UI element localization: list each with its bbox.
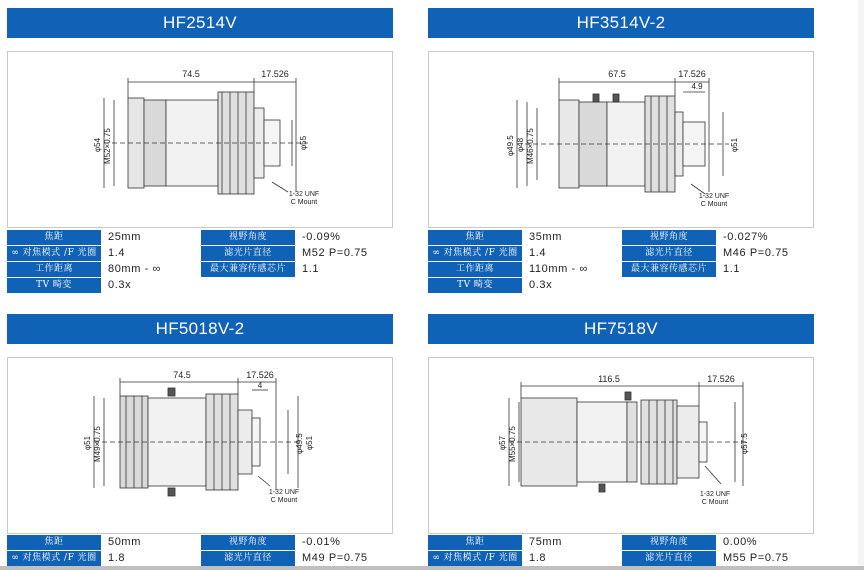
dim-diameter: φ54 [93,137,102,152]
dim-diameter: φ51 [83,435,92,450]
spec-value: 80mm - ∞ [108,263,161,275]
spec-table [7,230,397,294]
spec-value: 1.4 [529,247,547,259]
lens-title: HF2514V [7,8,393,38]
dim-length: 67.5 [608,69,626,79]
dim-thread: M55×0.75 [508,426,517,462]
spec-key: ∞ 对焦模式 /F 光圈 [7,246,101,262]
spec-value: 35mm [529,231,562,244]
spec-key: 工作距离 [428,262,522,278]
spec-value: 1.8 [108,552,126,564]
spec-empty [201,278,295,294]
dim-mount: 17.526 [246,370,274,380]
dim-length: 116.5 [598,374,620,384]
spec-value: 0.3x [529,279,553,291]
dim-cmount: C Mount [290,199,318,206]
dim-mount: 17.526 [707,374,735,384]
lens-title: HF5018V-2 [7,314,393,344]
spec-value: 1.4 [108,247,126,259]
spec-key: 焦距 [428,230,522,246]
spec-key: 滤光片直径 [201,551,295,567]
spec-value: 75mm [529,536,562,549]
dim-diameter-2: φ48 [516,137,525,152]
lens-card-hf2514v [7,8,393,291]
spec-value: -0.027% [723,231,769,244]
spec-value: -0.01% [302,536,341,549]
dim-mount: 17.526 [678,69,706,79]
spec-key: 视野角度 [201,535,295,551]
vertical-scrollbar[interactable] [858,0,864,566]
spec-row [428,551,818,567]
lens-drawing [7,51,393,228]
dim-cmount: C Mount [700,201,728,208]
spec-row [7,278,397,294]
lens-diagram-svg [429,52,813,227]
spec-key: ∞ 对焦模式 /F 光圈 [7,551,101,567]
dim-unf: 1-32 UNF [268,489,300,496]
dim-unf: 1-32 UNF [698,193,730,200]
spec-key: 焦距 [7,535,101,551]
lens-title: HF7518V [428,314,814,344]
dim-right-2: φ51 [305,435,314,450]
spec-row [7,551,397,567]
dim-right: φ51 [730,137,739,152]
spec-empty [716,278,818,294]
lens-diagram-svg [8,358,392,533]
spec-key: 滤光片直径 [622,246,716,262]
dim-cmount: C Mount [270,497,298,504]
spec-table [428,535,818,567]
lens-card-hf3514v-2 [428,8,814,291]
dim-diameter: φ57 [498,435,507,450]
lens-title: HF3514V-2 [428,8,814,38]
spec-value: 0.00% [723,536,758,549]
dim-thread: M49×0.75 [93,426,102,462]
dim-right: φ55 [299,135,308,150]
dim-right: φ57.5 [740,433,749,454]
lens-drawing [428,357,814,534]
horizontal-scrollbar[interactable] [0,566,864,570]
spec-value: -0.09% [302,231,341,244]
spec-key: TV 畸变 [7,278,101,294]
spec-value: M49 P=0.75 [302,552,368,564]
lens-drawing [7,357,393,534]
spec-value: 1.1 [302,263,320,275]
spec-row [428,278,818,294]
spec-key: 视野角度 [622,230,716,246]
spec-value: 110mm - ∞ [529,263,588,275]
spec-key: 视野角度 [201,230,295,246]
spec-row [7,230,397,246]
dim-length: 74.5 [173,370,191,380]
spec-row [428,535,818,551]
spec-row [428,230,818,246]
lens-diagram-svg [8,52,392,227]
dim-mount: 17.526 [261,69,289,79]
spec-key: 最大兼容传感芯片 [201,262,295,278]
lens-drawing [428,51,814,228]
spec-key: 焦距 [428,535,522,551]
spec-row [7,262,397,278]
spec-row [428,246,818,262]
spec-key: 最大兼容传感芯片 [622,262,716,278]
spec-table [428,230,818,294]
spec-key: 焦距 [7,230,101,246]
lens-diagram-svg [429,358,813,533]
spec-value: 1.1 [723,263,741,275]
spec-value: 0.3x [108,279,132,291]
spec-row [7,246,397,262]
spec-key: ∞ 对焦模式 /F 光圈 [428,551,522,567]
dim-cmount: C Mount [701,499,729,506]
dim-right: φ49.5 [295,433,304,454]
lens-card-hf5018v-2 [7,314,393,564]
spec-key: TV 畸变 [428,278,522,294]
dim-length: 74.5 [182,69,200,79]
dim-thread: M52×0.75 [103,128,112,164]
spec-row [428,262,818,278]
spec-value: 25mm [108,231,141,244]
spec-value: 50mm [108,536,141,549]
spec-row [7,535,397,551]
spec-value: M52 P=0.75 [302,247,368,259]
spec-key: 滤光片直径 [622,551,716,567]
spec-value: 1.8 [529,552,547,564]
dim-unf: 1-32 UNF [699,491,731,498]
dim-unf: 1-32 UNF [288,191,320,198]
spec-table [7,535,397,567]
dim-step: 4 [257,381,263,390]
spec-empty [295,278,397,294]
dim-thread: M46×0.75 [526,128,535,164]
lens-card-hf7518v [428,314,814,564]
spec-key: ∞ 对焦模式 /F 光圈 [428,246,522,262]
spec-key: 视野角度 [622,535,716,551]
spec-empty [622,278,716,294]
spec-value: M55 P=0.75 [723,552,789,564]
spec-key: 工作距离 [7,262,101,278]
dim-diameter: φ49.5 [506,135,515,156]
spec-value: M46 P=0.75 [723,247,789,259]
dim-step: 4.9 [691,82,703,91]
spec-key: 滤光片直径 [201,246,295,262]
